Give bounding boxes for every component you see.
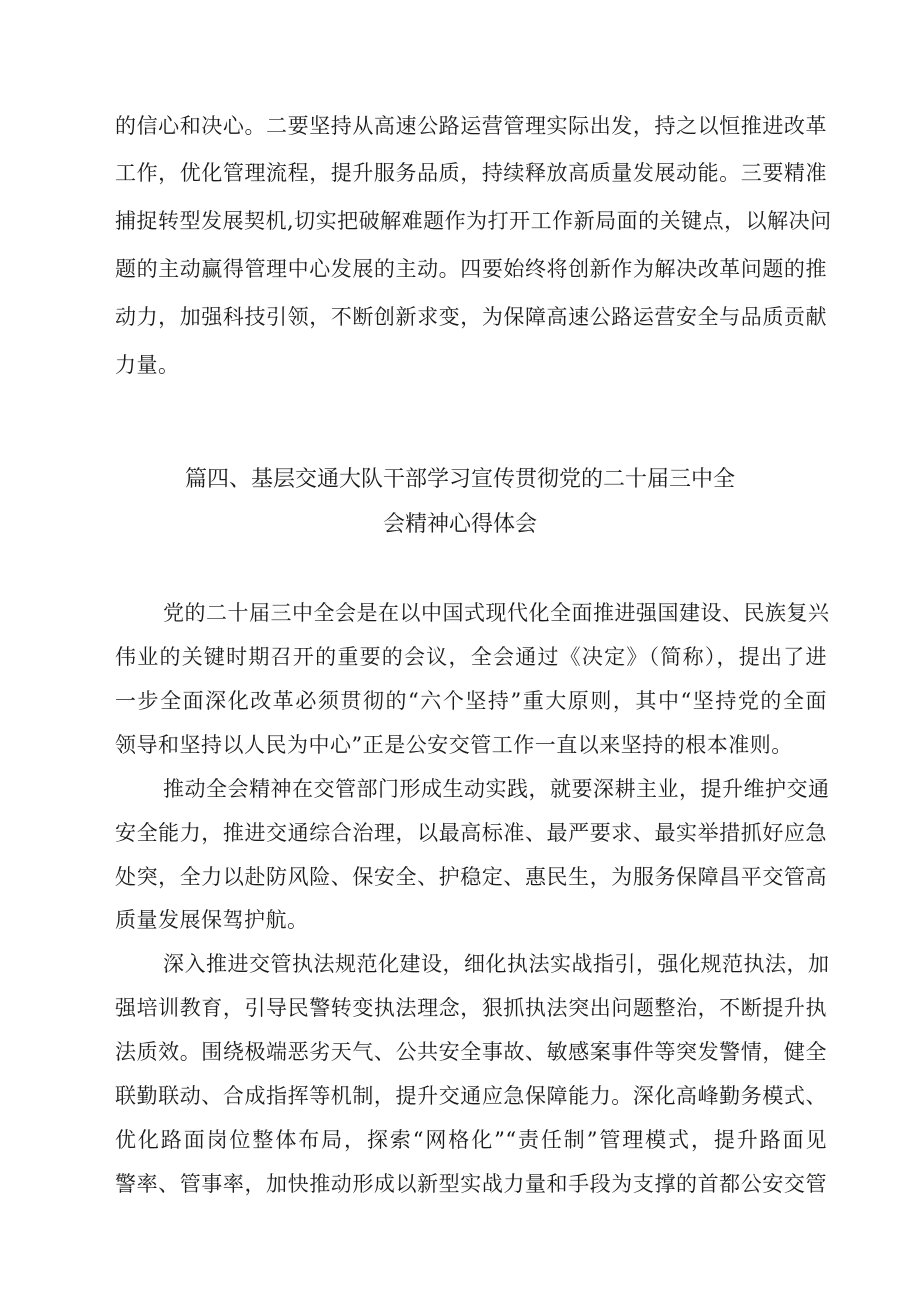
- paragraph-line: 捕捉转型发展契机,切实把破解难题作为打开工作新局面的关键点，以解决问: [115, 209, 832, 233]
- paragraph-line: 优化路面岗位整体布局，探索“网格化”“责任制”管理模式，提升路面见: [115, 1128, 827, 1152]
- paragraph-line: 题的主动赢得管理中心发展的主动。四要始终将创新作为解决改革问题的推: [115, 257, 827, 281]
- paragraph-line: 推动全会精神在交管部门形成生动实践，就要深耕主业，提升维护交通: [163, 777, 830, 801]
- heading-line: 会精神心得体会: [382, 512, 537, 537]
- paragraph-line: 动力，加强科技引领，不断创新求变，为保障高速公路运营安全与品质贡献: [115, 305, 827, 329]
- paragraph-line: 警率、管事率，加快推动形成以新型实战力量和手段为支撑的首都公安交管: [115, 1172, 827, 1196]
- paragraph-line: 质量发展保驾护航。: [115, 908, 309, 932]
- paragraph-line: 领导和坚持以人民为中心”正是公安交管工作一直以来坚持的根本准则。: [115, 733, 793, 757]
- paragraph-line: 一步全面深化改革必须贯彻的“六个坚持”重大原则，其中“坚持党的全面: [115, 689, 827, 713]
- paragraph-line: 伟业的关键时期召开的重要的会议，全会通过《决定》（简称），提出了进: [115, 645, 827, 669]
- heading-line: 篇四、基层交通大队干部学习宣传贯彻党的二十届三中全: [184, 467, 735, 492]
- paragraph-line: 党的二十届三中全会是在以中国式现代化全面推进强国建设、民族复兴: [163, 601, 830, 625]
- paragraph-line: 的信心和决心。二要坚持从高速公路运营管理实际出发，持之以恒推进改革: [115, 114, 827, 138]
- paragraph-line: 工作，优化管理流程，提升服务品质，持续释放高质量发展动能。三要精准: [115, 161, 827, 185]
- paragraph-line: 深入推进交管执法规范化建设，细化执法实战指引，强化规范执法，加: [163, 952, 830, 976]
- paragraph-line: 法质效。围绕极端恶劣天气、公共安全事故、敏感案事件等突发警情，健全: [115, 1040, 827, 1064]
- paragraph-line: 联勤联动、合成指挥等机制，提升交通应急保障能力。深化高峰勤务模式、: [115, 1084, 827, 1108]
- paragraph-line: 处突，全力以赴防风险、保安全、护稳定、惠民生，为服务保障昌平交管高: [115, 865, 827, 889]
- paragraph-line: 强培训教育，引导民警转变执法理念，狠抓执法突出问题整治，不断提升执: [115, 996, 827, 1020]
- paragraph-line: 力量。: [115, 353, 180, 377]
- paragraph-line: 安全能力，推进交通综合治理，以最高标准、最严要求、最实举措抓好应急: [115, 821, 827, 845]
